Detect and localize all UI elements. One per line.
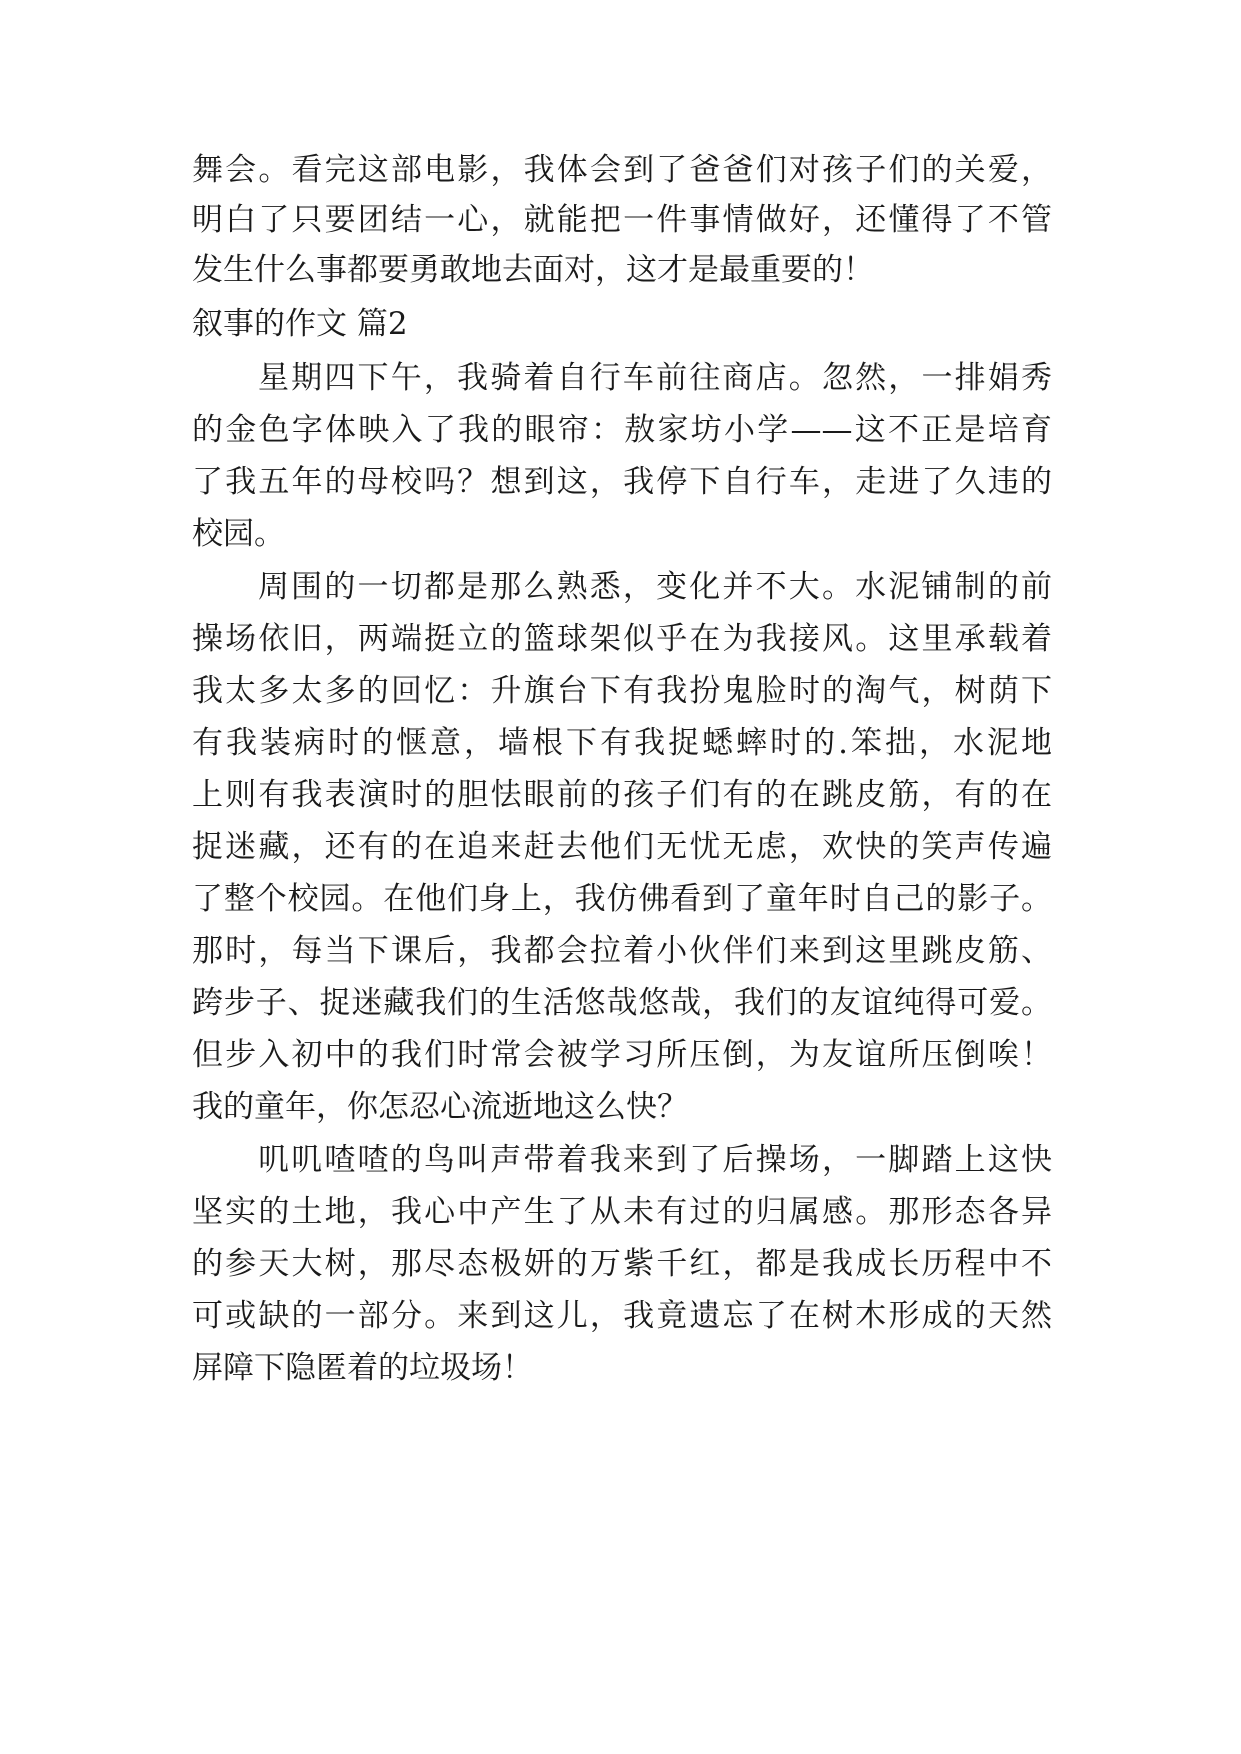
section-heading: 叙事的作文 篇2: [192, 306, 408, 342]
paragraph-1-line: 的金色字体映入了我的眼帘：敖家坊小学——这不正是培育: [192, 412, 1052, 448]
text-line: 发生什么事都要勇敢地去面对，这才是最重要的！: [192, 252, 874, 288]
paragraph-2-line: 跨步子、捉迷藏我们的生活悠哉悠哉，我们的友谊纯得可爱。: [192, 985, 1052, 1021]
paragraph-1-line: 星期四下午，我骑着自行车前往商店。忽然，一排娟秀: [258, 360, 1052, 396]
paragraph-1-line: 校园。: [192, 516, 285, 552]
paragraph-3-line: 屏障下隐匿着的垃圾场！: [192, 1350, 533, 1386]
paragraph-1-line: 了我五年的母校吗？想到这，我停下自行车，走进了久违的: [192, 464, 1052, 500]
paragraph-2-line: 上则有我表演时的胆怯眼前的孩子们有的在跳皮筋，有的在: [192, 777, 1052, 813]
paragraph-2-line: 有我装病时的惬意，墙根下有我捉蟋蟀时的.笨拙，水泥地: [192, 725, 1052, 761]
paragraph-2-line: 捉迷藏，还有的在追来赶去他们无忧无虑，欢快的笑声传遍: [192, 829, 1052, 865]
text-line: 舞会。看完这部电影，我体会到了爸爸们对孩子们的关爱，: [192, 152, 1052, 188]
paragraph-2-line: 操场依旧，两端挺立的篮球架似乎在为我接风。这里承载着: [192, 621, 1052, 657]
paragraph-2-line: 了整个校园。在他们身上，我仿佛看到了童年时自己的影子。: [192, 881, 1052, 917]
paragraph-2-line: 周围的一切都是那么熟悉，变化并不大。水泥铺制的前: [258, 569, 1052, 605]
paragraph-2-line: 但步入初中的我们时常会被学习所压倒，为友谊所压倒唉！: [192, 1037, 1052, 1073]
paragraph-2-line: 那时，每当下课后，我都会拉着小伙伴们来到这里跳皮筋、: [192, 933, 1052, 969]
paragraph-3-line: 可或缺的一部分。来到这儿，我竟遗忘了在树木形成的天然: [192, 1298, 1052, 1334]
paragraph-3-line: 的参天大树，那尽态极妍的万紫千红，都是我成长历程中不: [192, 1246, 1052, 1282]
text-line: 明白了只要团结一心，就能把一件事情做好，还懂得了不管: [192, 202, 1052, 238]
paragraph-3-line: 叽叽喳喳的鸟叫声带着我来到了后操场，一脚踏上这快: [258, 1142, 1052, 1178]
paragraph-2-line: 我的童年，你怎忍心流逝地这么快？: [192, 1089, 688, 1125]
paragraph-2-line: 我太多太多的回忆：升旗台下有我扮鬼脸时的淘气，树荫下: [192, 673, 1052, 709]
paragraph-3-line: 坚实的土地，我心中产生了从未有过的归属感。那形态各异: [192, 1194, 1052, 1230]
